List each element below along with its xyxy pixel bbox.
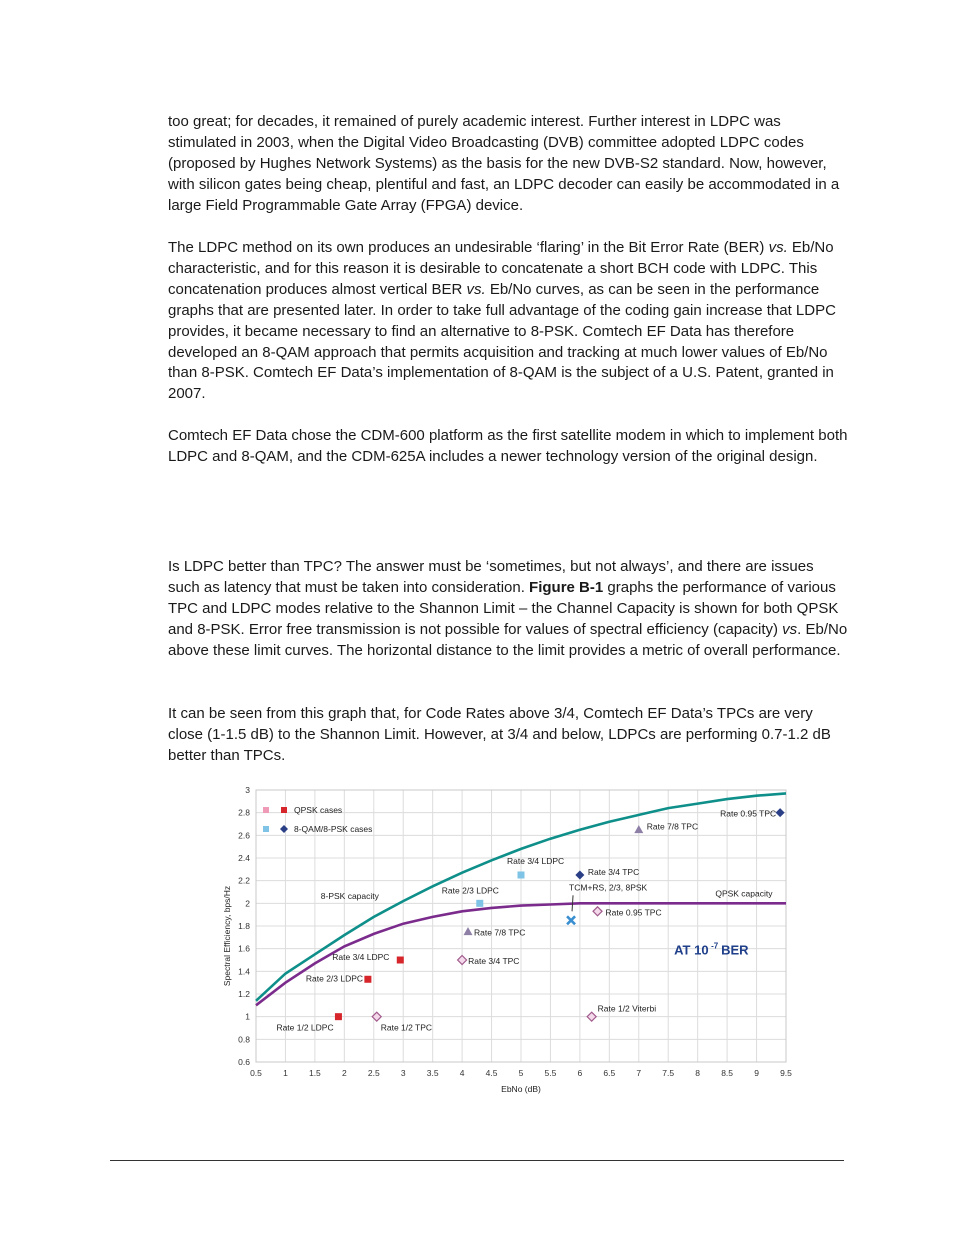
point-label: Rate 2/3 LDPC (305, 973, 364, 984)
x-tick-label: 8.5 (721, 1068, 734, 1078)
x-tick-label: 0.5 (250, 1068, 262, 1078)
y-tick-label: 1.6 (238, 943, 250, 954)
x-axis-label: EbNo (dB) (501, 1084, 541, 1094)
x-tick-label: 9.5 (780, 1068, 792, 1078)
x-tick-label: 7.5 (662, 1068, 675, 1078)
x-tick-label: 1.5 (308, 1068, 321, 1078)
y-axis-label: Spectral Efficiency, bps/Hz (222, 885, 232, 987)
data-point (776, 808, 785, 817)
data-point (575, 871, 584, 880)
paragraph-cdm-platform: Comtech EF Data chose the CDM-600 platform as the first satellite modem in which to implement both LDPC and 8-QAM, and the CDM-625A includes a newer technology version of the original design. (168, 427, 848, 465)
x-tick-label: 5 (518, 1068, 524, 1078)
y-tick-label: 1.8 (238, 921, 250, 931)
y-tick-label: 1.4 (238, 966, 250, 977)
y-tick-label: 1 (245, 1011, 250, 1022)
x-tick-label: 2 (341, 1068, 347, 1078)
paragraph-ldpc-vs-tpc: Is LDPC better than TPC? The answer must be ‘sometimes, but not always’, and there are issues such as latency that must be taken into consideration. Figure B-1 graphs the performance of various TPC and LDPC modes relative to the Shannon Limit – the Channel Capacity is shown for both QPSK and 8-PSK. Error free transmission is not possible for values of spectral efficiency (capacity) vs. Eb/No above these limit curves. The horizontal distance to the limit provides a metric of overall performance. (168, 558, 848, 659)
y-tick-label: 2.8 (238, 807, 250, 818)
data-point (364, 976, 371, 983)
paragraph-ldpc-history: too great; for decades, it remained of purely academic interest. Further interest in LDPC was stimulated in 2003, when the Digital Video Broadcasting (DVB) committee adopted LDPC codes (proposed by Hughes Network Systems) as the basis for the new DVB-S2 standard. Now, however, with silicon gates being cheap, plentiful and fast, an LDPC decoder can easily be accommodated in a large Field Programmable Gate Array (FPGA) device. (168, 113, 840, 214)
data-point (458, 956, 467, 965)
ber-annotation-tail: BER (721, 942, 749, 958)
point-label: TCM+RS, 2/3, 8PSK (569, 882, 648, 893)
ber-annotation-exponent: -7 (711, 941, 719, 951)
x-tick-label: 2.5 (367, 1068, 380, 1078)
point-label: Rate 7/8 TPC (474, 927, 526, 938)
footer-rule (110, 1160, 844, 1161)
legend-label: 8-QAM/8-PSK cases (294, 824, 373, 834)
legend-label: QPSK cases (294, 805, 343, 815)
point-label: Rate 3/4 LDPC (507, 856, 565, 866)
x-tick-label: 3 (400, 1068, 406, 1078)
data-point (593, 907, 602, 916)
legend-marker (263, 826, 269, 832)
x-tick-label: 8 (695, 1068, 701, 1078)
point-label: Rate 3/4 LDPC (332, 952, 390, 962)
paragraph-code-rates: It can be seen from this graph that, for Code Rates above 3/4, Comtech EF Data’s TPCs are very close (1-1.5 dB) to the Shannon Limit. However, at 3/4 and below, LDPCs are performing 0.7-1.2 dB better than TPCs. (168, 705, 831, 764)
data-point (518, 872, 525, 879)
x-tick-label: 7 (636, 1068, 642, 1078)
data-point (335, 1013, 342, 1020)
annotation-arrow (572, 895, 573, 911)
figure-spectral-efficiency-chart (218, 782, 798, 1100)
point-label: Rate 0.95 TPC (720, 808, 777, 819)
x-tick-label: 6 (577, 1068, 583, 1078)
point-label: Rate 1/2 Viterbi (597, 1003, 657, 1014)
x-tick-label: 5.5 (544, 1068, 557, 1078)
x-tick-label: 4 (459, 1068, 465, 1078)
data-point (567, 916, 575, 924)
point-label: Rate 1/2 LDPC (276, 1022, 334, 1033)
figure-reference[interactable]: Figure B-1 (529, 578, 604, 596)
x-tick-label: 3.5 (426, 1068, 439, 1078)
ber-annotation: AT 10 (674, 942, 709, 958)
legend-marker (280, 825, 288, 833)
y-tick-label: 2.6 (238, 830, 250, 841)
curve-label-8psk: 8-PSK capacity (320, 890, 379, 901)
point-label: Rate 7/8 TPC (646, 821, 699, 832)
y-tick-label: 2.4 (238, 853, 250, 863)
point-label: Rate 2/3 LDPC (441, 885, 499, 896)
y-tick-label: 0.6 (238, 1057, 250, 1067)
point-label: Rate 1/2 TPC (380, 1022, 433, 1033)
data-point (634, 825, 643, 833)
legend-marker (281, 807, 287, 813)
y-tick-label: 1.2 (238, 989, 250, 999)
y-tick-label: 0.8 (238, 1034, 250, 1045)
y-tick-label: 2 (245, 898, 250, 909)
point-label: Rate 0.95 TPC (605, 907, 662, 918)
legend-marker (263, 807, 269, 813)
x-tick-label: 6.5 (603, 1068, 616, 1078)
chart-svg (218, 782, 798, 1100)
data-point (587, 1012, 596, 1021)
data-point (476, 900, 483, 907)
point-label: Rate 3/4 TPC (587, 867, 640, 877)
x-tick-label: 4.5 (485, 1068, 498, 1078)
y-tick-label: 3 (245, 785, 250, 795)
point-label: Rate 3/4 TPC (468, 956, 520, 966)
x-tick-label: 1 (283, 1068, 288, 1078)
data-point (464, 927, 473, 935)
curve-label-qpsk: QPSK capacity (715, 888, 773, 899)
y-tick-label: 2.2 (238, 875, 250, 886)
x-tick-label: 9 (754, 1068, 759, 1078)
paragraph-ldpc-flaring: The LDPC method on its own produces an undesirable ‘flaring’ in the Bit Error Rate (BER) vs. Eb/No characteristic, and for this reason it is desirable to concatenate a short BCH code with LDPC. This concatenation produces almost vertical BER vs. Eb/No curves, as can be seen in the performance graphs that are presented later. In order to take full advantage of the coding gain increase that LDPC provides, it became necessary to find an alternative to 8-PSK. Comtech EF Data has therefore developed an 8-QAM approach that permits acquisition and tracking at much lower values of Eb/No than 8-PSK. Comtech EF Data’s implementation of 8-QAM is the subject of a U.S. Patent, granted in 2007. (168, 239, 836, 403)
data-point (397, 957, 404, 964)
